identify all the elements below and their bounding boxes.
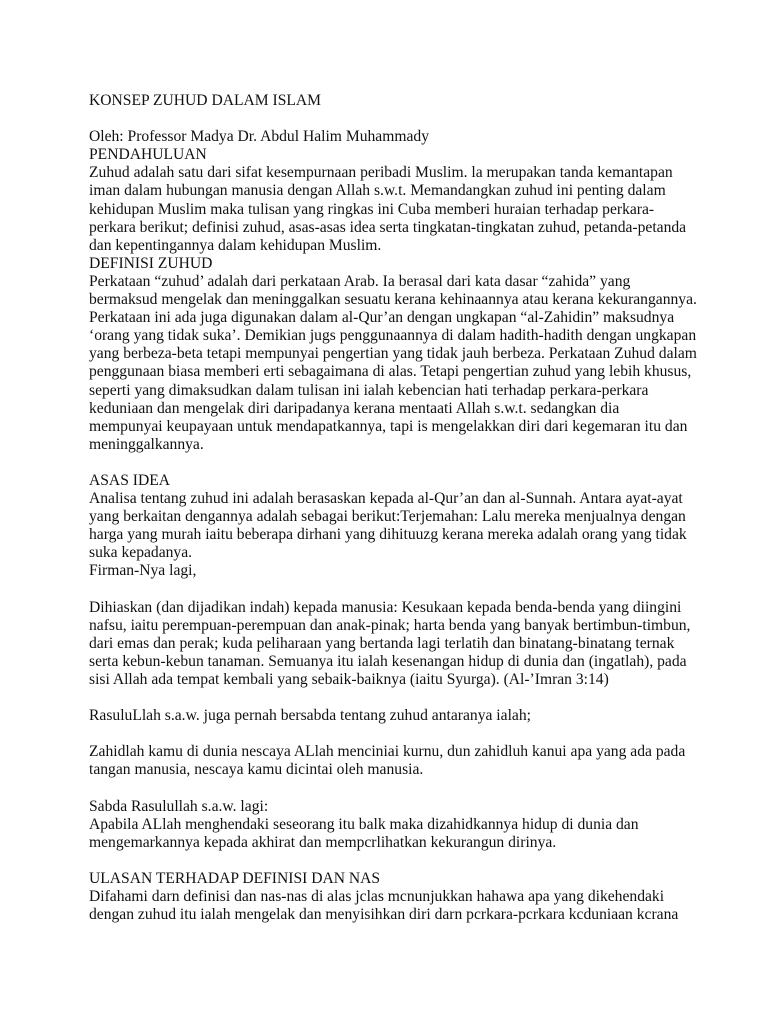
firman-line: Firman-Nya lagi, bbox=[89, 562, 197, 580]
text-line: Analisa tentang zuhud ini adalah berasaskan kepada al-Qur’an dan al-Sunnah. Antara ayat-ayat bbox=[89, 490, 683, 508]
text-line: dengan zuhud itu ialah mengelak dan menyisihkan diri darn pcrkara-pcrkara kcduniaan kcrana bbox=[89, 906, 679, 924]
text-line: keduniaan dan mengelak diri daripadanya kerana mentaati Allah s.w.t. sedangkan dia bbox=[89, 399, 620, 417]
paragraph-ulasan bbox=[89, 888, 689, 924]
hadith-intro: RasuluLlah s.a.w. juga pernah bersabda tentang zuhud antaranya ialah; bbox=[89, 707, 531, 725]
text-line: Difahami darn definisi dan nas-nas di alas jclas mcnunjukkan hahawa apa yang dikehendaki bbox=[89, 888, 665, 906]
paragraph-definisi bbox=[89, 272, 697, 454]
text-line: Zahidlah kamu di dunia nescaya ALlah menciniai kurnu, dun zahidluh kanui apa yang ada pada bbox=[89, 743, 686, 761]
section-heading-definisi: DEFINISI ZUHUD bbox=[89, 254, 213, 272]
text-line: yang berkaitan dengannya adalah sebagai berikut:Terjemahan: Lalu mereka menjualnya dengan bbox=[89, 508, 686, 526]
spacer bbox=[89, 581, 689, 599]
text-line: Apabila ALlah menghendaki seseorang itu balk maka dizahidkannya hidup di dunia dan bbox=[89, 815, 639, 833]
text-line: serta kebun-kebun tanaman. Semuanya itu ialah kesenangan hidup di dunia dan (ingatlah), pada bbox=[89, 652, 687, 670]
text-line: tangan manusia, nescaya kamu dicintai oleh manusia. bbox=[89, 761, 424, 779]
text-line: nafsu, iaitu perempuan-perempuan dan anak-pinak; harta benda yang banyak bertimbun-timbun, bbox=[89, 616, 691, 634]
text-line: suka kepadanya. bbox=[89, 544, 193, 562]
section-heading-pendahuluan: PENDAHULUAN bbox=[89, 146, 207, 164]
text-line: dan kepentingannya dalam kehidupan Muslim. bbox=[89, 236, 382, 254]
text-line: perkara berikut; definisi zuhud, asas-asas idea serta tingkatan-tingkatan zuhud, petanda-petanda bbox=[89, 218, 687, 236]
sabda-line: Sabda Rasulullah s.a.w. lagi: bbox=[89, 797, 269, 815]
spacer bbox=[89, 110, 689, 128]
spacer bbox=[89, 780, 689, 798]
section-heading-asas-idea: ASAS IDEA bbox=[89, 471, 171, 489]
text-line: Perkataan “zuhud’ adalah dari perkataan Arab. Ia berasal dari kata dasar “zahida” yang bbox=[89, 272, 631, 290]
text-line: Perkataan ini ada juga digunakan dalam al-Qur’an dengan ungkapan “al-Zahidin” maksudnya bbox=[89, 309, 675, 327]
text-line: mempunyai keupayaan untuk mendapatkannya, tapi is mengelakkan diri dari kegemaran itu dan bbox=[89, 417, 688, 435]
text-line: harga yang murah iaitu beberapa dirhani yang dihituuzg kerana mereka adalah orang yang tidak bbox=[89, 526, 687, 544]
spacer bbox=[89, 725, 689, 743]
sabda-quote bbox=[89, 816, 689, 852]
spacer bbox=[89, 454, 689, 472]
paragraph-asas-idea bbox=[89, 490, 689, 562]
text-line: Dihiaskan (dan dijadikan indah) kepada manusia: Kesukaan kepada benda-benda yang diingini bbox=[89, 598, 682, 616]
text-line: yang berbeza-beta tetapi mempunyai pengertian yang tidak jauh berbeza. Perkataan Zuhud dalam bbox=[89, 345, 697, 363]
text-line: mengemarkannya kepada akhirat dan mempcrlihatkan kekurangun dirinya. bbox=[89, 833, 557, 851]
text-line: ‘orang yang tidak suka’. Demikian jugs penggunaannya di dalam hadith-hadith dengan ungkapan bbox=[89, 327, 697, 345]
text-line: sisi Allah ada tempat kembali yang sebaik-baiknya (iaitu Syurga). (Al-’Imran 3:14) bbox=[89, 671, 609, 688]
quran-quote bbox=[89, 599, 689, 689]
author-line: Oleh: Professor Madya Dr. Abdul Halim Muhammady bbox=[89, 128, 429, 146]
document-title: KONSEP ZUHUD DALAM ISLAM bbox=[89, 92, 322, 109]
text-line: meninggalkannya. bbox=[89, 435, 204, 453]
paragraph-pendahuluan bbox=[89, 164, 689, 254]
text-line: dari emas dan perak; kuda peliharaan yang bertanda lagi terlatih dan binatang-binatang ternak bbox=[89, 634, 675, 652]
text-line: Zuhud adalah satu dari sifat kesempurnaan peribadi Muslim. la merupakan tanda kemantapan bbox=[89, 164, 673, 182]
text-line: bermaksud mengelak dan meninggalkan sesuatu kerana kehinaannya atau kerana kekurangannya. bbox=[89, 291, 697, 309]
spacer bbox=[89, 852, 689, 870]
text-line: iman dalam hubungan manusia dengan Allah s.w.t. Memandangkan zuhud ini penting dalam bbox=[89, 182, 666, 200]
text-line: penggunaan biasa memberi erti sebagaimana di alas. Tetapi pengertian zuhud yang lebih khusus, bbox=[89, 363, 692, 381]
section-heading-ulasan: ULASAN TERHADAP DEFINISI DAN NAS bbox=[89, 870, 381, 888]
text-line: kehidupan Muslim maka tulisan yang ringkas ini Cuba memberi huraian terhadap perkara- bbox=[89, 200, 655, 218]
text-line: seperti yang dimaksudkan dalam tulisan ini ialah kebencian hati terhadap perkara-perkara bbox=[89, 381, 649, 399]
document-page bbox=[89, 92, 697, 924]
spacer bbox=[89, 689, 689, 707]
hadith-quote bbox=[89, 743, 689, 779]
